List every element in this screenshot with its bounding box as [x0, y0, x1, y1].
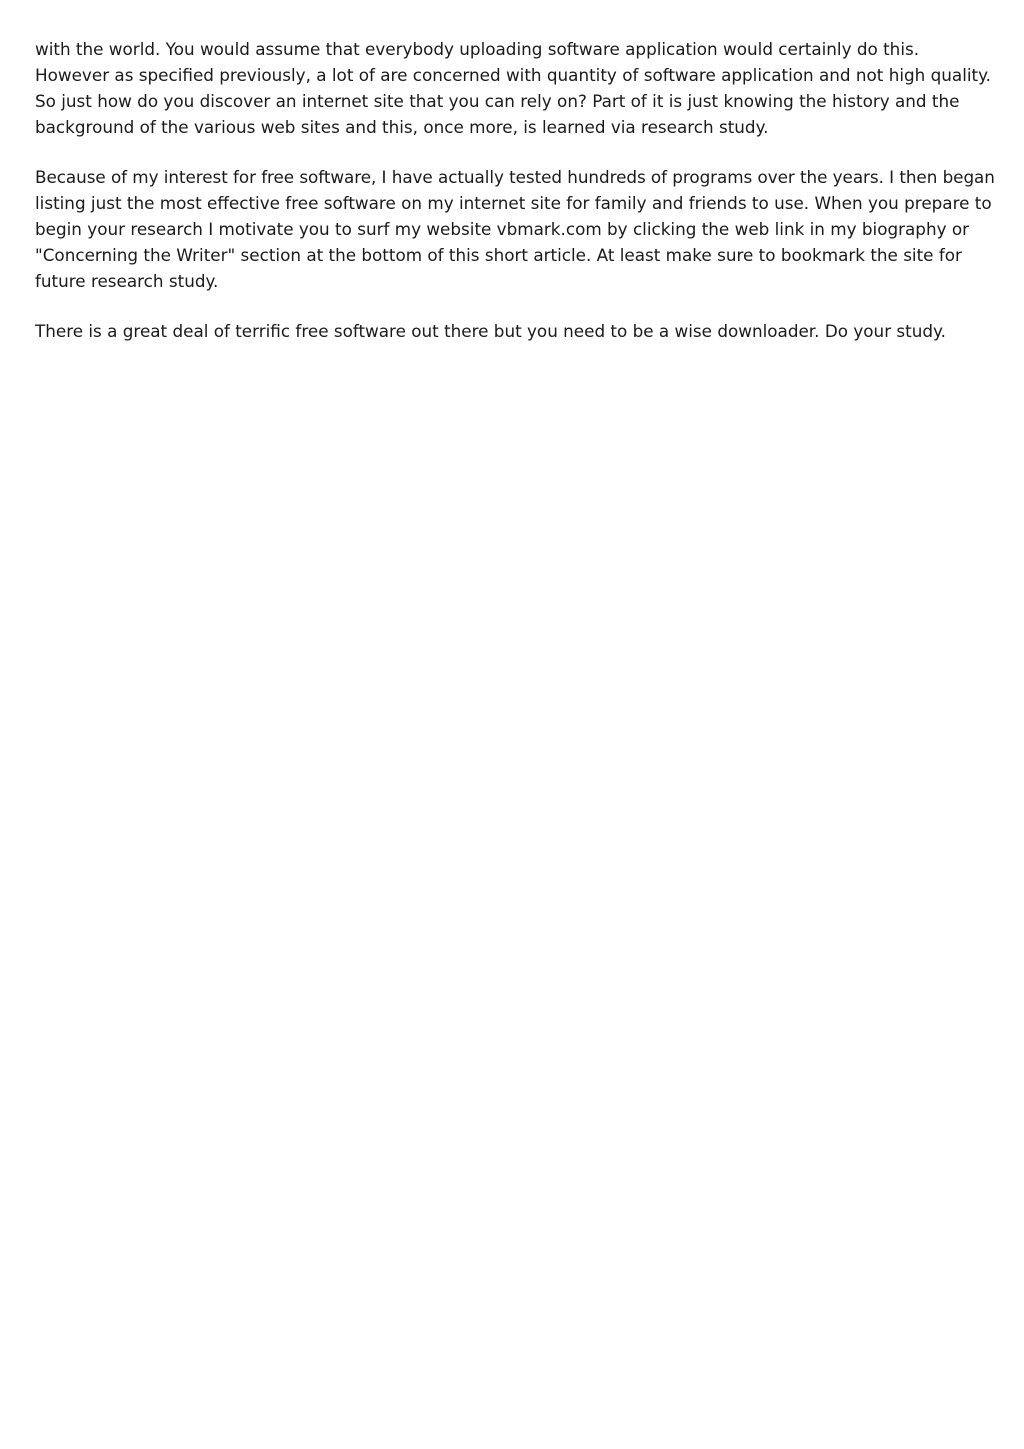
paragraph-line: So just how do you discover an internet site that you can rely on? Part of it is just knowing the history and the: [35, 91, 960, 111]
paragraph-line: with the world. You would assume that everybody uploading software application would certainly do this.: [35, 39, 920, 59]
paragraph-line: begin your research I motivate you to surf my website vbmark.com by clicking the web link in my biography or: [35, 219, 970, 239]
paragraph-line: There is a great deal of terrific free software out there but you need to be a wise downloader. Do your study.: [35, 321, 946, 341]
paragraph-2: [35, 164, 995, 294]
paragraph-line: "Concerning the Writer" section at the bottom of this short article. At least make sure to bookmark the site for: [35, 245, 962, 265]
paragraph-3: [35, 318, 995, 344]
paragraph-1: [35, 36, 995, 140]
paragraph-line: However as specified previously, a lot of are concerned with quantity of software application and not high quality.: [35, 65, 991, 85]
paragraph-line: background of the various web sites and this, once more, is learned via research study.: [35, 117, 769, 137]
paragraph-line: listing just the most effective free software on my internet site for family and friends to use. When you prepare to: [35, 193, 992, 213]
paragraph-line: future research study.: [35, 271, 219, 291]
paragraph-line: Because of my interest for free software, I have actually tested hundreds of programs over the years. I then began: [35, 167, 995, 187]
article-body: [35, 36, 995, 368]
